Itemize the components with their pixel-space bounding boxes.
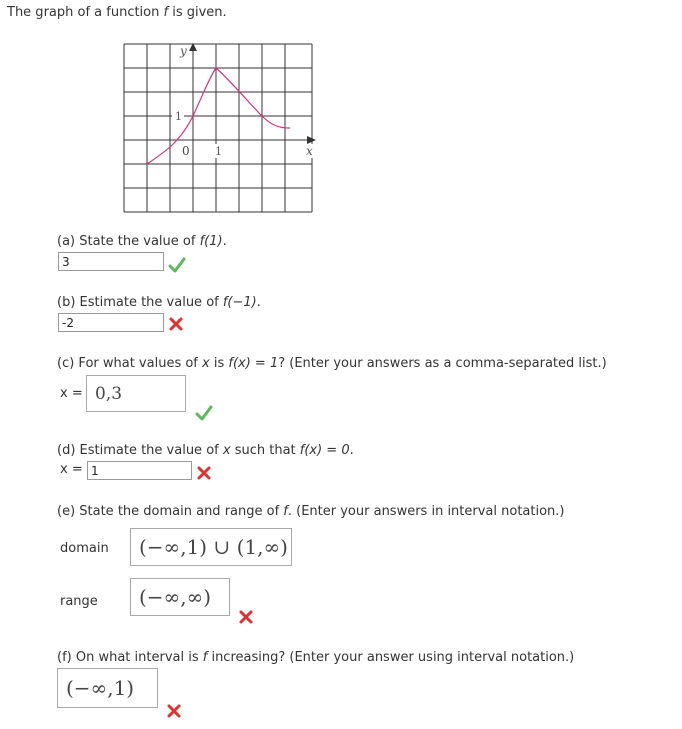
part-e-question [57,504,565,519]
domain-label: domain [60,541,109,556]
cross-icon [165,702,183,720]
cross-icon [237,608,255,626]
part-c-prefix: (c) For what values of [57,356,203,371]
checkmark-icon [195,404,213,422]
domain-answer-value: (−∞,1) ∪ (1,∞) [139,535,288,559]
part-b-answer-input[interactable]: -2 [58,313,164,332]
part-c-answer-value: 0,3 [95,383,123,404]
part-c-var: x [202,356,210,371]
part-e-f: f [283,504,288,519]
part-f-answer-value: (−∞,1) [66,676,135,700]
checkmark-icon [168,256,186,274]
part-d-question [57,443,354,458]
part-d-var: x [222,443,231,458]
intro-f: f [163,5,169,20]
part-d-answer-input[interactable]: 1 [87,461,192,480]
part-b-question [57,295,261,310]
origin-label: 0 [182,144,190,158]
part-d-expr: f(x) = 0 [299,443,350,458]
part-a-answer-input[interactable]: 3 [58,252,164,271]
part-c-question [57,356,607,371]
part-d-answer-label: x = [60,462,83,477]
part-f-answer-input[interactable] [57,668,158,708]
y-tick-label: 1 [175,110,182,123]
part-a-expr: f(1) [199,234,223,249]
domain-answer-input[interactable] [130,528,292,566]
intro-post: is given. [168,5,227,20]
cross-icon [195,464,213,482]
cross-icon [167,315,185,333]
part-d-mid: such that [230,443,300,458]
range-answer-value: (−∞,∞) [139,585,212,609]
part-f-question [57,650,574,665]
part-a-prefix: (a) State the value of [57,234,200,249]
part-a-question [57,234,227,249]
part-c-answer-label: x = [60,386,83,401]
part-f-prefix: (f) On what interval is [57,650,203,665]
part-e-suffix: . (Enter your answers in interval notation.) [287,504,565,519]
part-a-suffix: . [222,234,227,249]
y-axis-label: y [180,44,187,58]
intro-text [7,5,227,20]
range-label: range [60,594,98,609]
part-c-answer-input[interactable] [86,375,186,412]
part-c-suffix: ? (Enter your answers as a comma-separated list.) [278,356,607,371]
part-b-expr: f(−1) [222,295,257,310]
x-tick-label: 1 [215,145,222,158]
part-f-suffix: increasing? (Enter your answer using interval notation.) [207,650,575,665]
intro-pre: The graph of a function [7,5,164,20]
part-c-expr: f(x) = 1 [228,356,279,371]
function-graph [120,42,316,214]
part-d-suffix: . [349,443,354,458]
part-f-f: f [202,650,208,665]
part-b-prefix: (b) Estimate the value of [57,295,223,310]
part-e-prefix: (e) State the domain and range of [57,504,284,519]
x-axis-label: x [306,144,313,158]
part-b-suffix: . [256,295,261,310]
part-d-prefix: (d) Estimate the value of [57,443,223,458]
range-answer-input[interactable] [130,578,230,616]
part-c-mid: is [209,356,229,371]
